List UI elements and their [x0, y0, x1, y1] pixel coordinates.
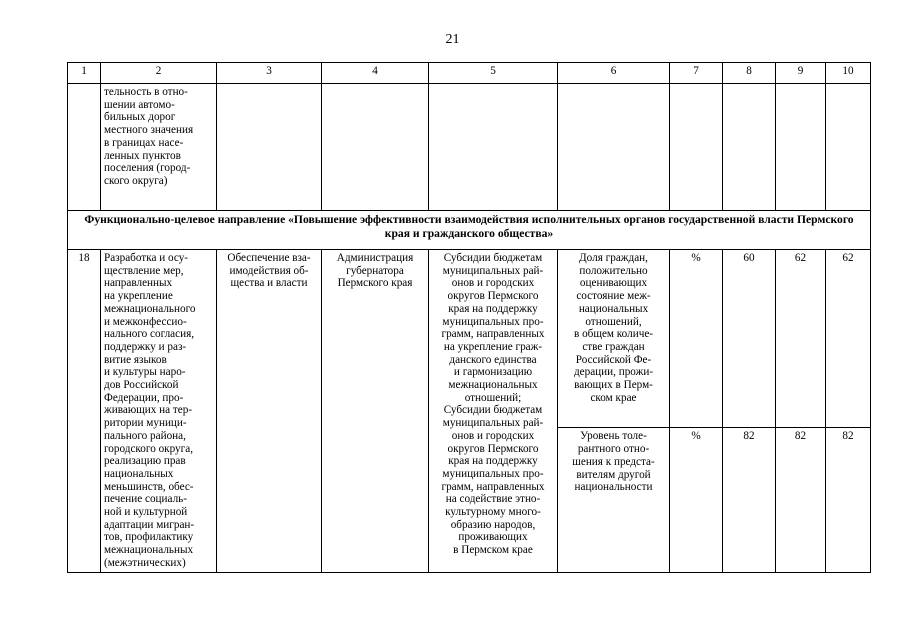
- empty-cell: [217, 84, 322, 211]
- indicator-value: 82: [723, 428, 776, 572]
- goal-cell: Обеспечение вза- имодействия об- щества и власти: [217, 250, 322, 573]
- indicator-unit: %: [670, 250, 723, 428]
- empty-cell: [776, 84, 826, 211]
- empty-cell: [322, 84, 429, 211]
- column-number: 5: [429, 63, 558, 84]
- column-number-header-row: [68, 63, 871, 84]
- column-number: 10: [826, 63, 871, 84]
- column-number: 8: [723, 63, 776, 84]
- column-number: 1: [68, 63, 101, 84]
- indicator-value: 62: [826, 250, 871, 428]
- row-number: 18: [68, 250, 101, 573]
- column-number: 7: [670, 63, 723, 84]
- indicator-name: Доля граждан, положительно оценивающих состояние меж- национальных отношений, в общем количе- стве граждан Российской Фе- дерации, прожи- вающих в Перм- ском крае: [558, 250, 670, 428]
- column-number: 9: [776, 63, 826, 84]
- indicator-value: 62: [776, 250, 826, 428]
- column-number: 3: [217, 63, 322, 84]
- indicator-name: Уровень толе- рантного отно- шения к предста- вителям другой национальности: [558, 428, 670, 572]
- column-number: 6: [558, 63, 670, 84]
- empty-cell: [670, 84, 723, 211]
- empty-cell: [429, 84, 558, 211]
- empty-cell: [723, 84, 776, 211]
- program-table: [67, 62, 871, 573]
- indicator-value: 82: [776, 428, 826, 572]
- event-description-continued: тельность в отно- шении автомо- бильных дорог местного значения в границах насе- ленных пунктов поселения (город- ского округа): [101, 84, 217, 211]
- column-number: 2: [101, 63, 217, 84]
- table-row-18: [68, 250, 871, 428]
- empty-cell: [826, 84, 871, 211]
- event-description: Разработка и осу- ществление мер, направленных на укрепление межнационального и межконфессио- нального согласия, поддержку и раз- витие языков и культуры наро- дов Российской Федерации, про- живающих на тер- ритории муници- пального района, городского округа, реализацию прав национальных меньшинств, обес- печение социаль- ной и культурной адаптации мигран- тов, профилактику межнациональных (межэтнических): [101, 250, 217, 573]
- page-number: 21: [445, 32, 460, 47]
- column-number: 4: [322, 63, 429, 84]
- section-heading: Функционально-целевое направление «Повышение эффективности взаимодействия исполнительных органов государственной власти Пермского края и гражданского общества»: [68, 211, 871, 250]
- responsible-executor: Администрация губернатора Пермского края: [322, 250, 429, 573]
- funding-source: Субсидии бюджетам муниципальных рай- онов и городских округов Пермского края на поддержку муниципальных про- грамм, направленных на укрепление граж- данского единства и гармонизацию межнациональных отношений; Субсидии бюджетам муниципальных рай- онов и городских округов Пермского края на поддержку муниципальных про- грамм, направленных на содействие этно- культурному много- образию народов, проживающих в Пермском крае: [429, 250, 558, 573]
- indicator-unit: %: [670, 428, 723, 572]
- empty-cell: [68, 84, 101, 211]
- indicator-value: 82: [826, 428, 871, 572]
- empty-cell: [558, 84, 670, 211]
- indicator-value: 60: [723, 250, 776, 428]
- continuation-row: [68, 84, 871, 211]
- section-heading-row: [68, 211, 871, 250]
